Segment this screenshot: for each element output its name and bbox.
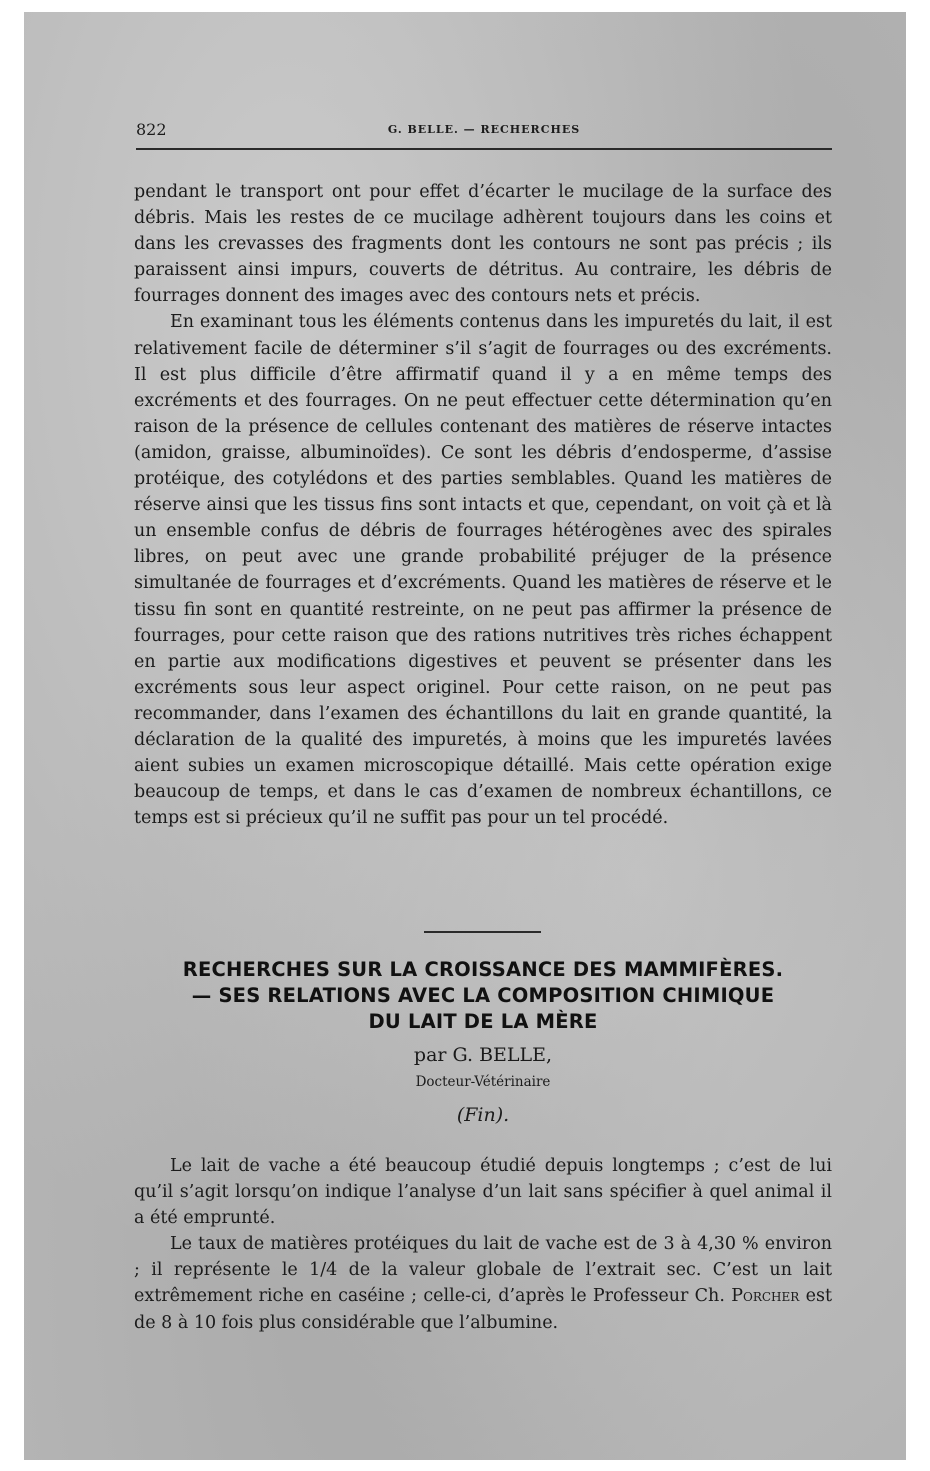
paragraph-text: Le lait de vache a été beaucoup étudié depuis longtemps ; c’est de lui qu’il s’agit lorsqu’on indique l’analyse d’un lait sans spécifier à quel animal il a été emprunté.	[134, 1156, 832, 1229]
paragraph-indented	[134, 1153, 832, 1231]
paragraph-indented	[134, 309, 832, 831]
running-title: G. BELLE. — RECHERCHES	[387, 123, 581, 136]
paragraph-text: Le taux de matières protéiques du lait de vache est de 3 à 4,30 % environ ; il représente le 1/4 de la valeur globale de l’extrait sec. C’est un lait extrêmement riche en caséine ; celle-ci, d’après le Professeur Ch.	[134, 1234, 832, 1307]
paragraph-text: est de 8 à 10 fois plus considérable que l’albumine.	[134, 1286, 832, 1333]
continuation-mark: (Fin).	[456, 1104, 510, 1126]
article-title-line: — SES RELATIONS AVEC LA COMPOSITION CHIMIQUE	[191, 984, 775, 1007]
page-number: 822	[136, 120, 167, 139]
author-affiliation: Docteur-Vétérinaire	[415, 1074, 551, 1090]
running-header	[136, 118, 832, 150]
paragraph: pendant le transport ont pour effet d’écarter le mucilage de la surface des débris. Mais les restes de ce mucilage adhèrent toujours dans les coins et dans les crevasses des fragments dont les contours ne sont pas précis ; ils paraissent ainsi impurs, couverts de détritus. Au contraire, les débris de fourrages donnent des images avec des contours nets et précis.	[134, 182, 832, 307]
paragraph-text: En examinant tous les éléments contenus dans les impuretés du lait, il est relativement facile de déterminer s’il s’agit de fourrages ou des excréments. Il est plus difficile d’être affirmatif quand il y a en même temps des excréments et des fourrages. On ne peut effectuer cette détermination qu’en raison de la présence de cellules contenant des matières de réserve intactes (amidon, graisse, albuminoïdes). Ce sont les débris d’endosperme, d’assise protéique, des cotylédons et des parties semblables. Quand les matières de réserve ainsi que les tissus fins sont intacts et que, cependant, on voit çà et là un ensemble confus de débris de fourrages hétérogènes avec des spirales libres, on peut avec une grande probabilité préjuger de la présence simultanée de fourrages et d’excréments. Quand les matières de réserve et le tissu fin sont en quantité restreinte, on ne peut pas affirmer la présence de fourrages, pour cette raison que des rations nutritives très riches échappent en partie aux modifications digestives et peuvent se présenter dans les excréments sous leur aspect originel. Pour cette raison, on ne peut pas recommander, dans l’examen des échantillons du lait en grande quantité, la déclaration de la qualité des impuretés, à moins que les impuretés lavées aient subies un examen microscopique détaillé. Mais cette opération exige beaucoup de temps, et dans le cas d’examen de nombreux échantillons, ce temps est si précieux qu’il ne suffit pas pour un tel procédé.	[134, 312, 832, 829]
continued-text-block	[134, 179, 832, 831]
section-separator	[424, 931, 541, 933]
author-byline: par G. BELLE,	[413, 1044, 553, 1066]
article-text-block	[134, 1153, 832, 1336]
article-title	[134, 957, 832, 1035]
paragraph-indented	[134, 1231, 832, 1335]
article-title-line: RECHERCHES SUR LA CROISSANCE DES MAMMIFÈRES.	[182, 958, 784, 981]
article-title-line: DU LAIT DE LA MÈRE	[368, 1010, 598, 1033]
author-name: Porcher	[731, 1286, 800, 1307]
